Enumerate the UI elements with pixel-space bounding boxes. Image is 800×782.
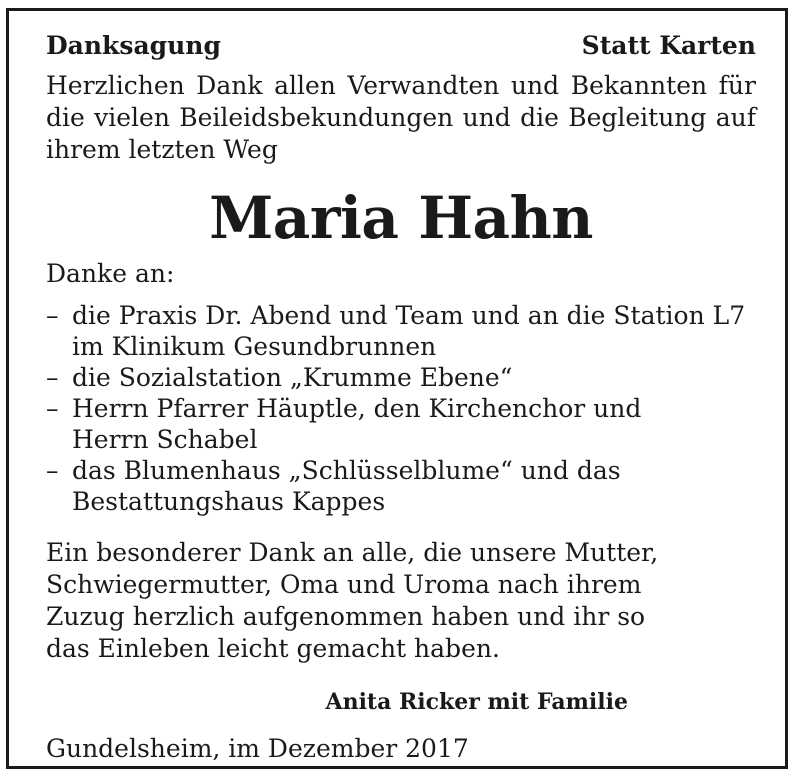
obituary-notice bbox=[46, 28, 756, 765]
list-item bbox=[46, 362, 756, 393]
intro-text: Herzlichen Dank allen Verwandten und Bekannten für die vielen Beileidsbekundungen und die Begleitung auf ihrem letzten Weg bbox=[46, 71, 756, 164]
dash-bullet: – bbox=[46, 394, 59, 423]
signature: Anita Ricker mit Familie bbox=[325, 689, 628, 715]
closing-text bbox=[46, 537, 756, 665]
notice-header bbox=[46, 28, 756, 68]
notice-type-label: Danksagung bbox=[46, 31, 221, 60]
place-date: Gundelsheim, im Dezember 2017 bbox=[46, 734, 469, 763]
list-item-line: die Sozialstation „Krumme Ebene“ bbox=[72, 363, 513, 392]
list-item bbox=[46, 393, 756, 455]
closing-line: Schwiegermutter, Oma und Uroma nach ihrem bbox=[46, 570, 642, 599]
closing-line: Ein besonderer Dank an alle, die unsere Mutter, bbox=[46, 538, 659, 567]
dash-bullet: – bbox=[46, 456, 59, 485]
closing-line: das Einleben leicht gemacht haben. bbox=[46, 634, 500, 663]
thanks-intro: Danke an: bbox=[46, 259, 175, 288]
list-item bbox=[46, 455, 756, 517]
closing-line: Zuzug herzlich aufgenommen haben und ihr so bbox=[46, 602, 646, 631]
list-item-line: das Blumenhaus „Schlüsselblume“ und das bbox=[72, 456, 621, 485]
list-item-line: Herrn Schabel bbox=[72, 425, 258, 454]
thanks-list bbox=[46, 300, 756, 517]
list-item-line: Herrn Pfarrer Häuptle, den Kirchenchor und bbox=[72, 394, 642, 423]
dash-bullet: – bbox=[46, 363, 59, 392]
list-item bbox=[46, 300, 756, 362]
list-item-line: Bestattungshaus Kappes bbox=[72, 487, 386, 516]
dash-bullet: – bbox=[46, 301, 59, 330]
list-item-line: die Praxis Dr. Abend und Team und an die Station L7 bbox=[72, 301, 746, 330]
list-item-line: im Klinikum Gesundbrunnen bbox=[72, 332, 437, 361]
deceased-name: Maria Hahn bbox=[209, 184, 593, 252]
notice-subtitle: Statt Karten bbox=[581, 31, 756, 60]
